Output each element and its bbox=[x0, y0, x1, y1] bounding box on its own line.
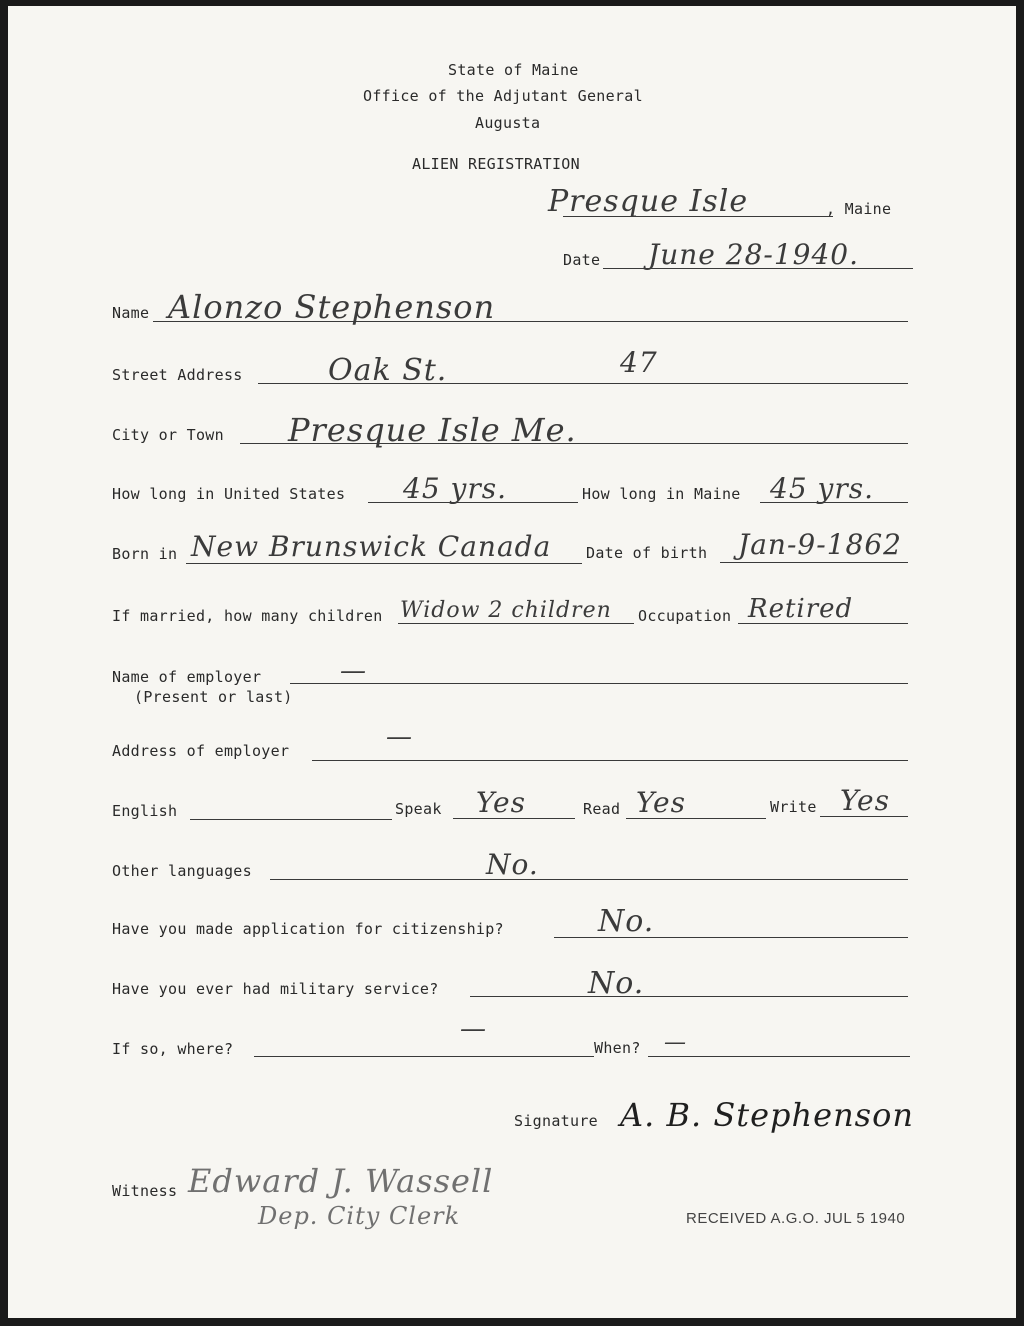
other-lang-line bbox=[270, 879, 908, 880]
employer-sublabel: (Present or last) bbox=[134, 688, 293, 706]
header-state: State of Maine bbox=[448, 61, 579, 79]
maine-time-label: How long in Maine bbox=[582, 485, 741, 503]
employer-label: Name of employer bbox=[112, 668, 262, 686]
document-page bbox=[8, 6, 1016, 1318]
place-line bbox=[563, 216, 833, 217]
date-label: Date bbox=[563, 251, 601, 269]
street-number-handwritten: 47 bbox=[620, 346, 658, 379]
place-handwritten: Presque Isle bbox=[548, 184, 749, 219]
born-line bbox=[186, 563, 582, 564]
military-label: Have you ever had military service? bbox=[112, 980, 439, 998]
children-line bbox=[398, 623, 634, 624]
read-line bbox=[626, 818, 766, 819]
read-handwritten: Yes bbox=[636, 786, 686, 819]
write-label: Write bbox=[770, 798, 817, 816]
employer-address-handwritten: — bbox=[386, 722, 413, 752]
name-handwritten: Alonzo Stephenson bbox=[168, 288, 496, 326]
military-line bbox=[470, 996, 908, 997]
place-suffix: , Maine bbox=[826, 200, 892, 218]
read-label: Read bbox=[583, 800, 621, 818]
english-line bbox=[190, 819, 392, 820]
children-label: If married, how many children bbox=[112, 607, 383, 625]
when-label: When? bbox=[594, 1039, 641, 1057]
other-lang-label: Other languages bbox=[112, 862, 252, 880]
born-handwritten: New Brunswick Canada bbox=[191, 530, 552, 563]
employer-address-line bbox=[312, 760, 908, 761]
witness-title-handwritten: Dep. City Clerk bbox=[258, 1202, 461, 1230]
street-line bbox=[258, 383, 908, 384]
maine-time-handwritten: 45 yrs. bbox=[770, 472, 875, 505]
speak-label: Speak bbox=[395, 800, 442, 818]
city-handwritten: Presque Isle Me. bbox=[288, 411, 577, 449]
citizenship-handwritten: No. bbox=[598, 904, 655, 939]
citizenship-line bbox=[554, 937, 908, 938]
us-time-handwritten: 45 yrs. bbox=[403, 472, 508, 505]
where-label: If so, where? bbox=[112, 1040, 234, 1058]
us-time-label: How long in United States bbox=[112, 485, 346, 503]
other-lang-handwritten: No. bbox=[486, 848, 539, 881]
witness-handwritten: Edward J. Wassell bbox=[188, 1162, 494, 1200]
form-title: ALIEN REGISTRATION bbox=[412, 155, 580, 173]
employer-line bbox=[290, 683, 908, 684]
signature-label: Signature bbox=[514, 1112, 598, 1130]
dob-line bbox=[720, 562, 908, 563]
when-line bbox=[648, 1056, 910, 1057]
employer-handwritten: — bbox=[340, 656, 367, 686]
dob-label: Date of birth bbox=[586, 544, 708, 562]
speak-line bbox=[453, 818, 575, 819]
street-handwritten: Oak St. bbox=[328, 353, 448, 388]
maine-time-line bbox=[760, 502, 908, 503]
dob-handwritten: Jan-9-1862 bbox=[738, 528, 902, 561]
name-line bbox=[153, 321, 908, 322]
occupation-label: Occupation bbox=[638, 607, 732, 625]
name-label: Name bbox=[112, 304, 150, 322]
born-label: Born in bbox=[112, 545, 178, 563]
where-line bbox=[254, 1056, 594, 1057]
military-handwritten: No. bbox=[588, 966, 645, 1001]
witness-label: Witness bbox=[112, 1182, 178, 1200]
write-line bbox=[820, 816, 908, 817]
header-office: Office of the Adjutant General bbox=[363, 87, 643, 105]
date-handwritten: June 28-1940. bbox=[648, 238, 860, 271]
english-label: English bbox=[112, 802, 178, 820]
city-line bbox=[240, 443, 908, 444]
us-time-line bbox=[368, 502, 578, 503]
signature-handwritten: A. B. Stephenson bbox=[620, 1096, 914, 1134]
citizenship-label: Have you made application for citizenship? bbox=[112, 920, 504, 938]
speak-handwritten: Yes bbox=[476, 786, 526, 819]
where-handwritten: — bbox=[460, 1014, 487, 1044]
employer-address-label: Address of employer bbox=[112, 742, 290, 760]
street-label: Street Address bbox=[112, 366, 243, 384]
when-handwritten: — bbox=[664, 1030, 687, 1055]
occupation-handwritten: Retired bbox=[748, 594, 854, 624]
header-city: Augusta bbox=[475, 114, 541, 132]
children-handwritten: Widow 2 children bbox=[400, 598, 612, 623]
city-label: City or Town bbox=[112, 426, 224, 444]
write-handwritten: Yes bbox=[840, 784, 890, 817]
date-line bbox=[603, 268, 913, 269]
received-stamp: RECEIVED A.G.O. JUL 5 1940 bbox=[686, 1210, 906, 1227]
occupation-line bbox=[738, 623, 908, 624]
